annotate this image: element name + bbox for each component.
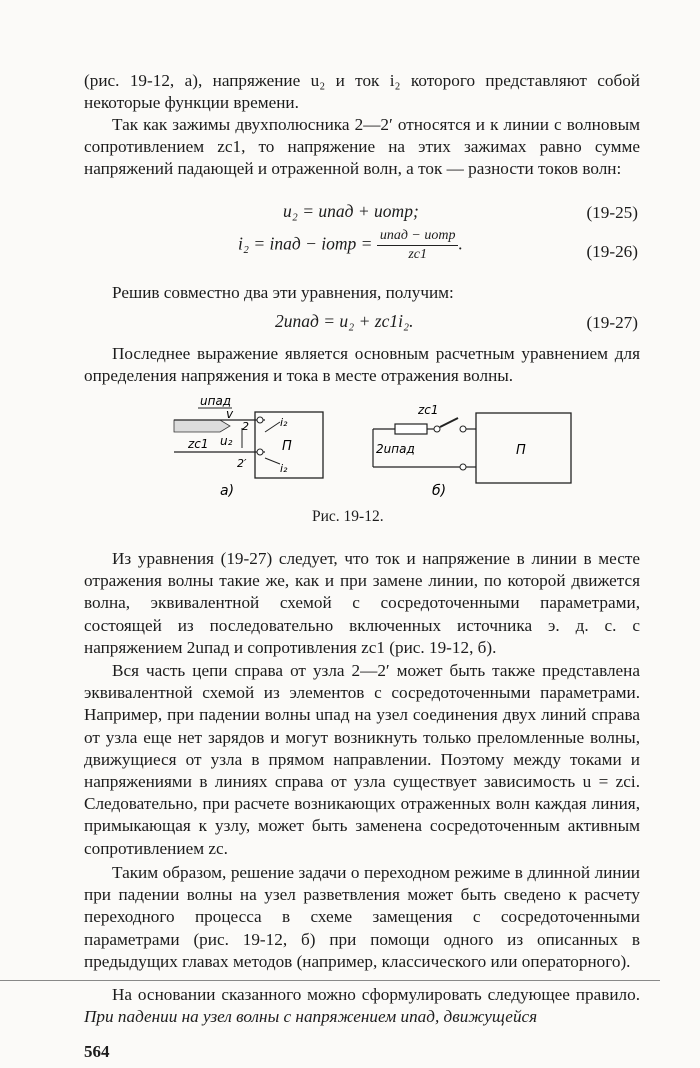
b-impedance-label: zc1 [418, 403, 439, 417]
velocity-label: v [226, 407, 234, 421]
paragraph-8-italic: При падении на узел волны с напряжением uпад, движущейся [84, 1007, 538, 1027]
paragraph-8 [84, 984, 640, 1028]
b-switch-blade [440, 418, 458, 427]
figure-caption: Рис. 19-12. [312, 508, 384, 525]
figure-part-b-box [460, 408, 580, 488]
current-top-label: i₂ [280, 416, 288, 429]
equation-19-26: i₂ = iпад − iотр = $\frac{\text{uпад − uотр}}{zc1}$ . [238, 228, 463, 262]
page-number: 564 [84, 1042, 110, 1061]
equation-19-26-fraction [377, 228, 459, 263]
b-resistor [395, 424, 427, 434]
b-source-label: 2uпад [376, 442, 415, 456]
line-impedance-label: zc1 [188, 437, 209, 451]
equation-number-19-25: (19-25) [586, 203, 638, 222]
equation-19-27: 2uпад = u₂ + zc1i₂. [275, 311, 414, 331]
current-bottom-label: i₂ [280, 462, 288, 475]
terminal-top [257, 417, 263, 423]
figure-part-a [174, 394, 323, 499]
paragraph-1: (рис. 19-12, a), напряжение u₂ и ток i₂ которого представляют собой некоторые функции времени. [84, 71, 640, 113]
box-label: П [282, 439, 292, 454]
voltage-label: u₂ [220, 434, 233, 448]
figure-19-12 [160, 392, 490, 507]
paragraph-2: Так как зажимы двухполюсника 2—2′ относятся и к линии с волновым сопротивлением zc1, то напряжение на этих зажимах равно сумме напряжений падающей и отраженной волн, а ток — разности токов волн: [84, 115, 640, 179]
paragraph-7: Таким образом, решение задачи о переходном режиме в длинной линии при падении волны на узел разветвления может быть сведено к расчету переходного процесса в схеме замещения с сосредоточенными параметрами (рис. 19-12, б) при помощи одного из описанных в предыдущих главах методов (например, классического или операторного). [84, 863, 640, 971]
paragraph-5: Из уравнения (19-27) следует, что ток и напряжение в линии в месте отражения волны такие же, как и при замене линии, по которой движется волна, эквивалентной схемой с сосредоточенными параметрами, состоящей из последовательно включенных источника э. д. с. с напряжением 2uпад и сопротивления zc1 (рис. 19-12, б). [84, 549, 640, 657]
equation-19-25: u₂ = uпад + uотр; [283, 201, 419, 221]
node-top-label: 2 [242, 420, 249, 433]
paragraph-3: Решив совместно два эти уравнения, получим: [112, 283, 454, 302]
paragraph-4: Последнее выражение является основным расчетным уравнением для определения напряжения и тока в месте отражения волны. [84, 344, 640, 386]
equation-19-26-left: i₂ = iпад − iотр = [238, 233, 373, 254]
fraction-numerator: uпад − uотр [377, 228, 459, 246]
figure-label-a: a) [220, 483, 235, 499]
terminal-bottom [257, 449, 263, 455]
current-arrow-top [265, 422, 280, 432]
figure-label-b: б) [432, 483, 447, 499]
current-arrow-bottom [265, 458, 280, 464]
paragraph-8-normal: На основании сказанного можно сформулировать следующее правило. [112, 985, 640, 1004]
fraction-denominator: zc1 [408, 247, 427, 262]
equation-number-19-27: (19-27) [586, 313, 638, 332]
figure-part-b [373, 403, 466, 499]
paragraph-6: Вся часть цепи справа от узла 2—2′ может быть также представлена эквивалентной схемой из элементов с сосредоточенными параметрами. Например, при падении волны uпад на узел соединения двух линий справа от узла еще нет зарядов и могут возникнуть только преломленные волны, движущиеся от узла в прямом направлении. Поэтому между токами и напряжениями в линиях справа от узла существует зависимость u = zci. Следовательно, при расчете возникающих отраженных волн каждая линия, примыкающая к узлу, может быть заменена сосредоточенным активным сопротивлением zc. [84, 661, 640, 858]
wave-label: uпад [200, 394, 232, 408]
wave-front-shading [174, 420, 230, 432]
b-box-label: П [516, 443, 526, 458]
b-switch-contact [434, 426, 440, 432]
page-rule [0, 980, 660, 981]
equation-number-19-26: (19-26) [586, 242, 638, 261]
node-bottom-label: 2′ [237, 457, 247, 470]
